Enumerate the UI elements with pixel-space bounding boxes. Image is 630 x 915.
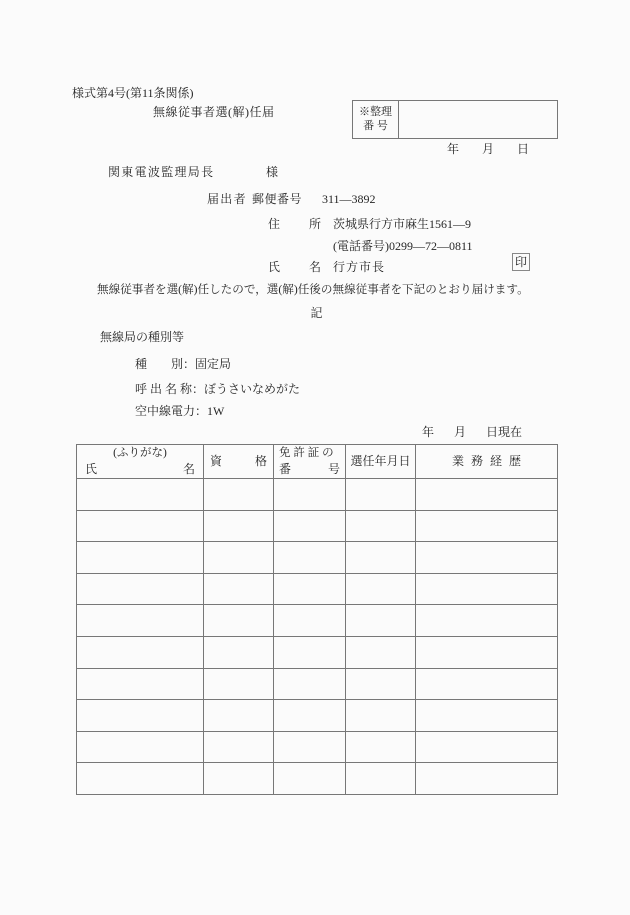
table-body xyxy=(77,479,558,795)
table-cell-empty xyxy=(416,731,558,763)
table-cell-empty xyxy=(204,573,274,605)
table-cell-empty xyxy=(346,542,416,574)
table-cell-empty xyxy=(77,542,204,574)
table-cell-empty xyxy=(77,636,204,668)
document-title: 無線従事者選(解)任届 xyxy=(153,105,275,119)
table-cell-empty xyxy=(274,700,346,732)
name-column-label: 氏 名 xyxy=(85,461,195,476)
table-row xyxy=(77,605,558,637)
table-cell-empty xyxy=(274,479,346,511)
table-cell-empty xyxy=(346,700,416,732)
table-cell-empty xyxy=(204,636,274,668)
table-cell-empty xyxy=(274,668,346,700)
table-cell-empty xyxy=(204,731,274,763)
table-cell-empty xyxy=(204,510,274,542)
station-type-label: 種 別 xyxy=(135,357,184,371)
license-label-top: 免 許 証 の xyxy=(279,447,334,459)
table-cell-empty xyxy=(274,605,346,637)
table-cell-empty xyxy=(77,763,204,795)
date-month-label: 月 xyxy=(482,142,495,156)
table-cell-empty xyxy=(346,510,416,542)
table-cell-empty xyxy=(77,573,204,605)
table-cell-empty xyxy=(274,573,346,605)
postal-code-label: 郵便番号 xyxy=(252,192,303,206)
phone-number-value: (電話番号)0299—72—0811 xyxy=(333,239,473,253)
as-of-day-label: 日現在 xyxy=(486,425,523,439)
callsign-label: 呼 出 名 称 xyxy=(135,382,193,396)
station-section-heading: 無線局の種別等 xyxy=(100,330,185,344)
antenna-power-line xyxy=(135,404,224,418)
table-cell-empty xyxy=(204,605,274,637)
table-row xyxy=(77,636,558,668)
table-row xyxy=(77,479,558,511)
reference-number-box xyxy=(352,100,558,139)
table-cell-empty xyxy=(346,668,416,700)
table-cell-empty xyxy=(77,605,204,637)
table-cell-empty xyxy=(416,605,558,637)
table-cell-empty xyxy=(416,573,558,605)
record-marker: 記 xyxy=(310,306,323,320)
table-cell-empty xyxy=(274,636,346,668)
table-cell-empty xyxy=(274,542,346,574)
station-type-value: ：固定局 xyxy=(183,357,232,371)
callsign-line xyxy=(135,382,300,396)
furigana-label: (ふりがな) xyxy=(113,447,167,459)
reference-number-label: ※整理 番 号 xyxy=(353,101,399,138)
header-appointment-date-column: 選任年月日 xyxy=(346,445,416,479)
operator-roster-table xyxy=(76,444,558,795)
table-cell-empty xyxy=(346,479,416,511)
table-cell-empty xyxy=(274,731,346,763)
header-name-column xyxy=(77,445,204,479)
table-cell-empty xyxy=(346,605,416,637)
table-cell-empty xyxy=(77,731,204,763)
table-cell-empty xyxy=(77,510,204,542)
table-cell-empty xyxy=(346,636,416,668)
seal-mark: 印 xyxy=(512,253,530,271)
table-row xyxy=(77,573,558,605)
table-cell-empty xyxy=(204,479,274,511)
submitter-label: 届出者 xyxy=(207,192,247,206)
date-placeholder xyxy=(447,142,529,156)
header-work-history-column: 業 務 経 歴 xyxy=(416,445,558,479)
addressee-honorific: 様 xyxy=(266,165,279,179)
table-cell-empty xyxy=(274,763,346,795)
table-row xyxy=(77,700,558,732)
table-cell-empty xyxy=(204,763,274,795)
as-of-month-label: 月 xyxy=(454,425,467,439)
table-row xyxy=(77,510,558,542)
submitter-name-value: 行方市長 xyxy=(333,260,386,274)
date-year-label: 年 xyxy=(447,142,460,156)
station-type-line xyxy=(135,357,231,371)
table-cell-empty xyxy=(204,700,274,732)
header-license-number-column xyxy=(274,445,346,479)
addressee-name: 関東電波監理局長 xyxy=(108,165,215,179)
date-day-label: 日 xyxy=(517,142,530,156)
table-cell-empty xyxy=(416,668,558,700)
table-cell-empty xyxy=(416,763,558,795)
reference-number-value xyxy=(399,101,557,138)
as-of-date xyxy=(422,425,522,439)
statement-text: 無線従事者を選(解)任したので，選(解)任後の無線従事者を下記のとおり届けます。 xyxy=(97,283,529,296)
table-header-row xyxy=(77,445,558,479)
table-row xyxy=(77,731,558,763)
table-cell-empty xyxy=(346,763,416,795)
table-cell-empty xyxy=(416,542,558,574)
table-cell-empty xyxy=(77,479,204,511)
table-cell-empty xyxy=(77,700,204,732)
table-row xyxy=(77,763,558,795)
table-row xyxy=(77,668,558,700)
address-value: 茨城県行方市麻生1561—9 xyxy=(333,217,472,231)
table-cell-empty xyxy=(204,542,274,574)
table-cell-empty xyxy=(346,731,416,763)
as-of-year-label: 年 xyxy=(422,425,435,439)
license-label-bottom: 番 号 xyxy=(279,461,340,476)
table-cell-empty xyxy=(416,479,558,511)
table-cell-empty xyxy=(204,668,274,700)
address-label: 住 所 xyxy=(268,217,321,231)
callsign-value: ：ぼうさいなめがた xyxy=(192,382,301,396)
postal-code-value: 311—3892 xyxy=(322,192,376,206)
table-cell-empty xyxy=(77,668,204,700)
table-cell-empty xyxy=(346,573,416,605)
table-cell-empty xyxy=(416,510,558,542)
table-cell-empty xyxy=(416,636,558,668)
antenna-power-value: ：1W xyxy=(195,404,225,418)
table-cell-empty xyxy=(274,510,346,542)
form-number: 様式第4号(第11条関係) xyxy=(72,86,194,100)
header-qualification-column: 資 格 xyxy=(204,445,274,479)
table-row xyxy=(77,542,558,574)
name-label: 氏 名 xyxy=(268,260,321,274)
table-cell-empty xyxy=(416,700,558,732)
antenna-power-label: 空中線電力 xyxy=(135,404,196,418)
